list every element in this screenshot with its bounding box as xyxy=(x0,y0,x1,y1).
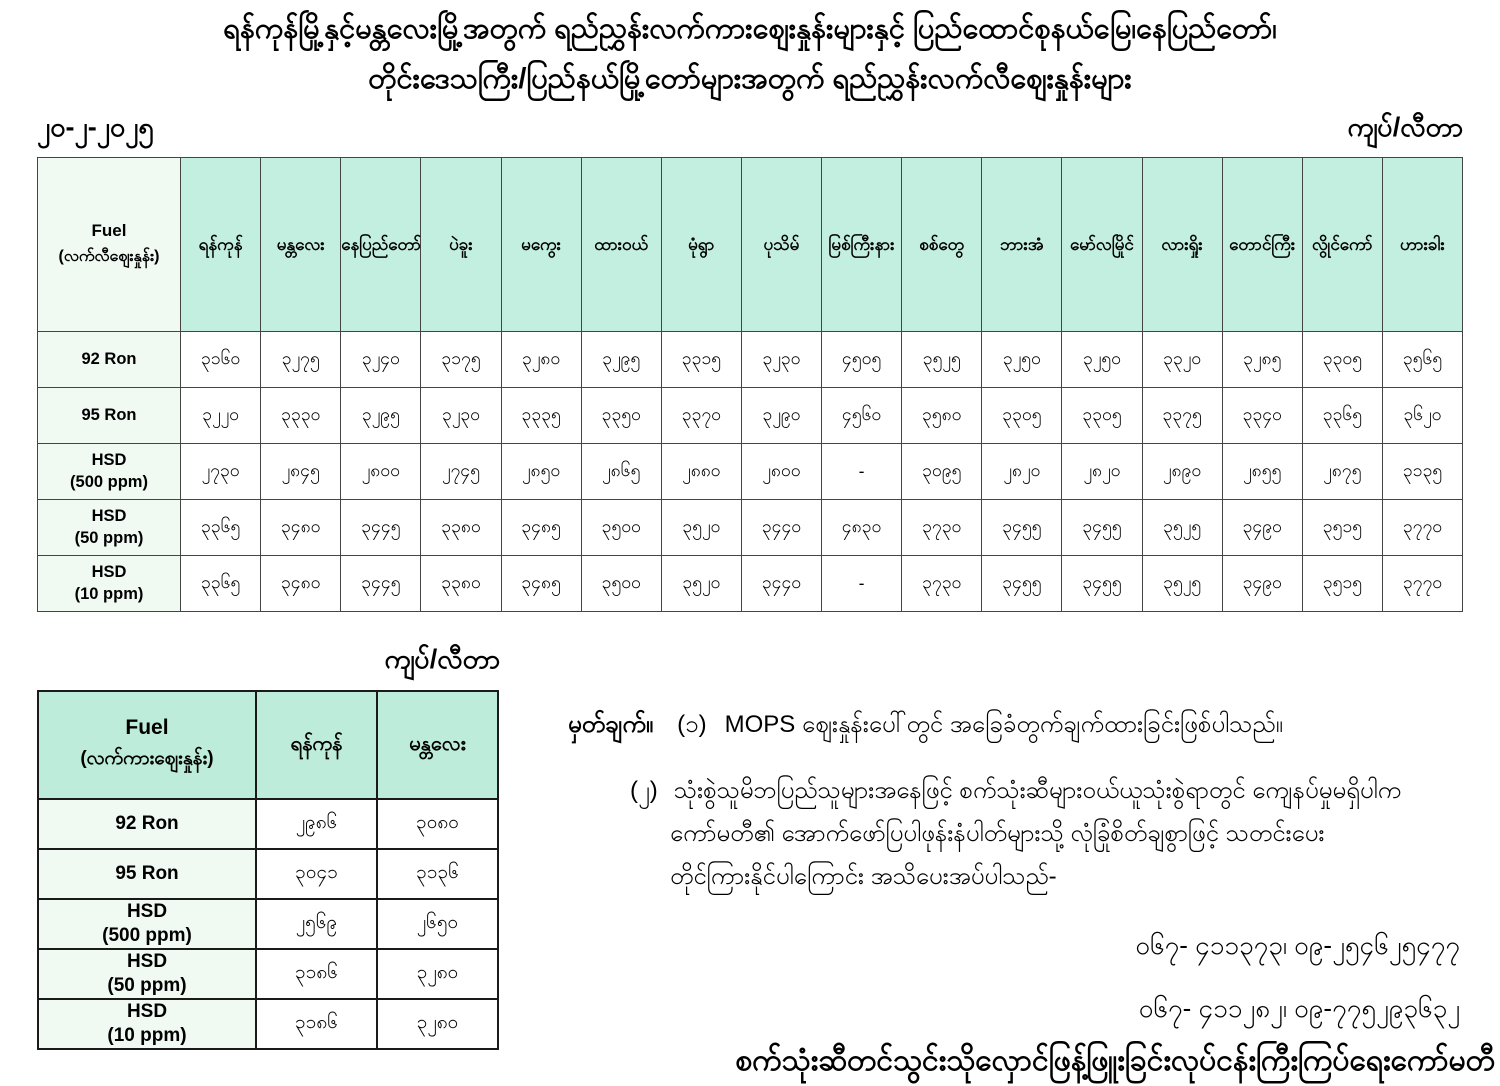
document-title-line1: ရန်ကုန်မြို့နှင့်မန္တလေးမြို့အတွက် ရည်ညွှန်းလက်ကားဈေးနှုန်းများနှင့် ပြည်ထောင်စုနယ်မြေ၊နေပြည်တော်၊ xyxy=(223,13,1277,45)
price-cell: ၃၄၉၀ xyxy=(1222,556,1302,612)
price-cell: ၃၃၂၀ xyxy=(1142,332,1222,388)
city-header: ပုသိမ် xyxy=(741,158,821,332)
unit-label-kyat-per-liter-top: ကျပ်/လီတာ xyxy=(1347,112,1463,142)
price-cell: ၃၁၈၆ xyxy=(256,949,377,999)
price-cell: ၃၄၄၅ xyxy=(341,500,421,556)
price-cell: ၃၂၈၀ xyxy=(501,332,581,388)
price-cell: ၂၈၆၅ xyxy=(581,444,661,500)
price-cell: ၃၅၂၅ xyxy=(1142,556,1222,612)
note-2-text-1: သုံးစွဲသူမိဘပြည်သူများအနေဖြင့် စက်သုံးဆီများဝယ်ယူသုံးစွဲရာတွင် ကျေနပ်မှုမရှိပါက xyxy=(673,777,1402,804)
note-1-marker: (၁) xyxy=(677,711,707,738)
price-cell: ၃၂၈၀ xyxy=(377,949,498,999)
price-cell: ၃၄၈၅ xyxy=(501,556,581,612)
price-cell: ၂၈၅၀ xyxy=(501,444,581,500)
price-cell: ၃၂၈၀ xyxy=(377,999,498,1049)
price-cell: - xyxy=(822,556,902,612)
city-header: ပဲခူး xyxy=(421,158,501,332)
city-header: မြစ်ကြီးနား xyxy=(822,158,902,332)
city-header: ရန်ကုန် xyxy=(256,691,377,799)
city-header: နေပြည်တော် xyxy=(341,158,421,332)
price-cell: ၂၈၅၅ xyxy=(1222,444,1302,500)
fuel-row-label: HSD (500 ppm) xyxy=(38,899,256,949)
note-2-line-2: ကော်မတီ၏ အောက်ဖော်ပြပါဖုန်းနံပါတ်များသို့ လုံခြုံစိတ်ချစွာဖြင့် သတင်းပေး xyxy=(670,820,1325,847)
city-header: လွိုင်ကော် xyxy=(1302,158,1382,332)
note-1-text: MOPS ဈေးနှုန်းပေါ်တွင် အခြေခံတွက်ချက်ထားခြင်းဖြစ်ပါသည်။ xyxy=(724,711,1283,738)
price-cell: ၃၄၈၀ xyxy=(261,500,341,556)
price-cell: ၂၈၂၀ xyxy=(982,444,1062,500)
price-cell: ၃၄၄၀ xyxy=(741,556,821,612)
price-cell: ၃၅၀၀ xyxy=(581,500,661,556)
price-cell: ၃၂၄၀ xyxy=(341,332,421,388)
fuel-row-label: 92 Ron xyxy=(38,332,181,388)
price-cell: ၂၈၀၀ xyxy=(341,444,421,500)
city-header: မန္တလေး xyxy=(261,158,341,332)
price-cell: ၄၅၀၅ xyxy=(822,332,902,388)
price-cell: ၃၂၂၀ xyxy=(181,388,261,444)
price-cell: ၃၄၉၀ xyxy=(1222,500,1302,556)
price-cell: ၃၇၃၀ xyxy=(902,556,982,612)
price-cell: ၃၃၆၅ xyxy=(181,556,261,612)
price-cell: ၃၂၉၅ xyxy=(581,332,661,388)
price-cell: ၃၅၈၀ xyxy=(902,388,982,444)
price-cell: ၂၈၀၀ xyxy=(741,444,821,500)
fuel-row-label: HSD (10 ppm) xyxy=(38,556,181,612)
price-cell: ၃၄၈၅ xyxy=(501,500,581,556)
price-cell: ၃၂၉၅ xyxy=(341,388,421,444)
fuel-corner-header: Fuel (လက်ကားဈေးနှုန်း) xyxy=(38,691,256,799)
price-cell: ၃၅၀၀ xyxy=(581,556,661,612)
price-cell: ၃၂၅၀ xyxy=(1062,332,1142,388)
price-cell: ၃၃၅၀ xyxy=(581,388,661,444)
note-2-marker: (၂) xyxy=(630,777,658,804)
price-cell: ၃၄၅၅ xyxy=(1062,500,1142,556)
price-cell: ၃၀၄၁ xyxy=(256,849,377,899)
price-cell: ၃၁၃၅ xyxy=(1382,444,1462,500)
fuel-corner-header: Fuel (လက်လီဈေးနှုန်း) xyxy=(38,158,181,332)
city-header: ဟားခါး xyxy=(1382,158,1462,332)
price-cell: ၃၃၈၀ xyxy=(421,500,501,556)
price-cell: ၃၃၇၅ xyxy=(1142,388,1222,444)
city-header: လားရှိုး xyxy=(1142,158,1222,332)
price-cell: ၂၅၆၉ xyxy=(256,899,377,949)
fuel-row-label: 95 Ron xyxy=(38,849,256,899)
price-cell: ၃၅၁၅ xyxy=(1302,556,1382,612)
price-cell: ၂၈၈၀ xyxy=(661,444,741,500)
note-2-line-3: တိုင်ကြားနိုင်ပါကြောင်း အသိပေးအပ်ပါသည်- xyxy=(670,863,1057,890)
price-cell: ၂၈၄၅ xyxy=(261,444,341,500)
document-title-line2: တိုင်းဒေသကြီး/ပြည်နယ်မြို့တော်များအတွက် ရည်ညွှန်းလက်လီဈေးနှုန်းများ xyxy=(368,63,1132,95)
price-cell: ၂၇၄၅ xyxy=(421,444,501,500)
price-cell: ၂၉၈၆ xyxy=(256,799,377,849)
price-cell: ၃၅၂၅ xyxy=(902,332,982,388)
fuel-row-label: HSD (500 ppm) xyxy=(38,444,181,500)
price-cell: ၃၄၈၀ xyxy=(261,556,341,612)
price-cell: ၃၃၀၅ xyxy=(982,388,1062,444)
price-cell: ၄၈၃၀ xyxy=(822,500,902,556)
price-cell: ၂၆၅၀ xyxy=(377,899,498,949)
price-cell: ၃၄၄၀ xyxy=(741,500,821,556)
price-cell: ၃၄၄၅ xyxy=(341,556,421,612)
price-cell: ၃၅၆၅ xyxy=(1382,332,1462,388)
notes-heading: မှတ်ချက်။ xyxy=(568,711,654,738)
city-header: မုံရွာ xyxy=(661,158,741,332)
phone-numbers-line-2: ၀၆၇- ၄၁၁၂၈၂၊ ၀၉-၇၇၅၂၉၃၆၃၂ xyxy=(1138,993,1460,1023)
price-cell: ၃၄၅၅ xyxy=(1062,556,1142,612)
price-cell: ၃၂၉၀ xyxy=(741,388,821,444)
note-item-1 xyxy=(568,708,1283,744)
price-cell: ၃၂၅၀ xyxy=(982,332,1062,388)
fuel-row-label: 95 Ron xyxy=(38,388,181,444)
price-cell: ၃၂၇၅ xyxy=(261,332,341,388)
price-cell: ၃၇၃၀ xyxy=(902,500,982,556)
price-cell: ၄၅၆၀ xyxy=(822,388,902,444)
price-cell: ၃၁၇၅ xyxy=(421,332,501,388)
city-header: စစ်တွေ xyxy=(902,158,982,332)
price-cell: ၂၇၃၀ xyxy=(181,444,261,500)
price-cell: ၃၂၈၅ xyxy=(1222,332,1302,388)
price-cell: ၃၆၂၀ xyxy=(1382,388,1462,444)
price-cell: ၃၀၉၅ xyxy=(902,444,982,500)
price-cell: ၃၃၆၅ xyxy=(181,500,261,556)
price-cell: ၃၃၁၅ xyxy=(661,332,741,388)
price-cell: ၃၃၄၀ xyxy=(1222,388,1302,444)
price-cell: ၃၃၈၀ xyxy=(421,556,501,612)
price-cell: ၃၄၅၅ xyxy=(982,500,1062,556)
city-header: တောင်ကြီး xyxy=(1222,158,1302,332)
price-cell: ၃၁၃၆ xyxy=(377,849,498,899)
price-cell: ၃၃၀၅ xyxy=(1302,332,1382,388)
note-2-line-1 xyxy=(630,776,1401,819)
price-cell: ၃၅၂၀ xyxy=(661,556,741,612)
price-cell: ၃၃၀၅ xyxy=(1062,388,1142,444)
price-cell: ၂၈၂၀ xyxy=(1062,444,1142,500)
price-cell: ၃၃၃၅ xyxy=(501,388,581,444)
price-cell: ၂၈၇၅ xyxy=(1302,444,1382,500)
city-header: မော်လမြိုင် xyxy=(1062,158,1142,332)
price-cell: ၃၁၆၀ xyxy=(181,332,261,388)
committee-signature: စက်သုံးဆီတင်သွင်းသိုလှောင်ဖြန့်ဖြူးခြင်းလုပ်ငန်းကြီးကြပ်ရေးကော်မတီ xyxy=(735,1044,1495,1077)
phone-numbers-line-1: ၀၆၇- ၄၁၁၃၇၃၊ ၀၉-၂၅၄၆၂၅၄၇၇ xyxy=(1135,930,1460,960)
price-cell: ၃၅၁၅ xyxy=(1302,500,1382,556)
price-cell: ၃၅၂၀ xyxy=(661,500,741,556)
price-cell: ၃၅၂၅ xyxy=(1142,500,1222,556)
price-cell: ၃၁၈၆ xyxy=(256,999,377,1049)
note-item-2 xyxy=(630,776,1401,905)
price-cell: ၃၃၃၀ xyxy=(261,388,341,444)
fuel-row-label: HSD (50 ppm) xyxy=(38,500,181,556)
unit-label-kyat-per-liter-small: ကျပ်/လီတာ xyxy=(384,644,500,674)
price-cell: ၃၇၇၀ xyxy=(1382,556,1462,612)
price-cell: ၃၀၈၀ xyxy=(377,799,498,849)
price-cell: ၃၃၆၅ xyxy=(1302,388,1382,444)
city-header: မကွေး xyxy=(501,158,581,332)
date-label: ၂၀-၂-၂၀၂၅ xyxy=(37,112,154,142)
price-cell: ၃၃၇၀ xyxy=(661,388,741,444)
price-cell: ၂၈၉၀ xyxy=(1142,444,1222,500)
price-cell: ၃၂၃၀ xyxy=(421,388,501,444)
city-header: မန္တလေး xyxy=(377,691,498,799)
price-cell: - xyxy=(822,444,902,500)
fuel-row-label: 92 Ron xyxy=(38,799,256,849)
city-header: ရန်ကုန် xyxy=(181,158,261,332)
wholesale-price-table xyxy=(37,690,499,1050)
city-header: ဘားအံ xyxy=(982,158,1062,332)
city-header: ထားဝယ် xyxy=(581,158,661,332)
price-cell: ၃၄၅၅ xyxy=(982,556,1062,612)
retail-price-table xyxy=(37,157,1463,612)
fuel-row-label: HSD (50 ppm) xyxy=(38,949,256,999)
price-cell: ၃၂၃၀ xyxy=(741,332,821,388)
fuel-row-label: HSD (10 ppm) xyxy=(38,999,256,1049)
price-cell: ၃၇၇၀ xyxy=(1382,500,1462,556)
